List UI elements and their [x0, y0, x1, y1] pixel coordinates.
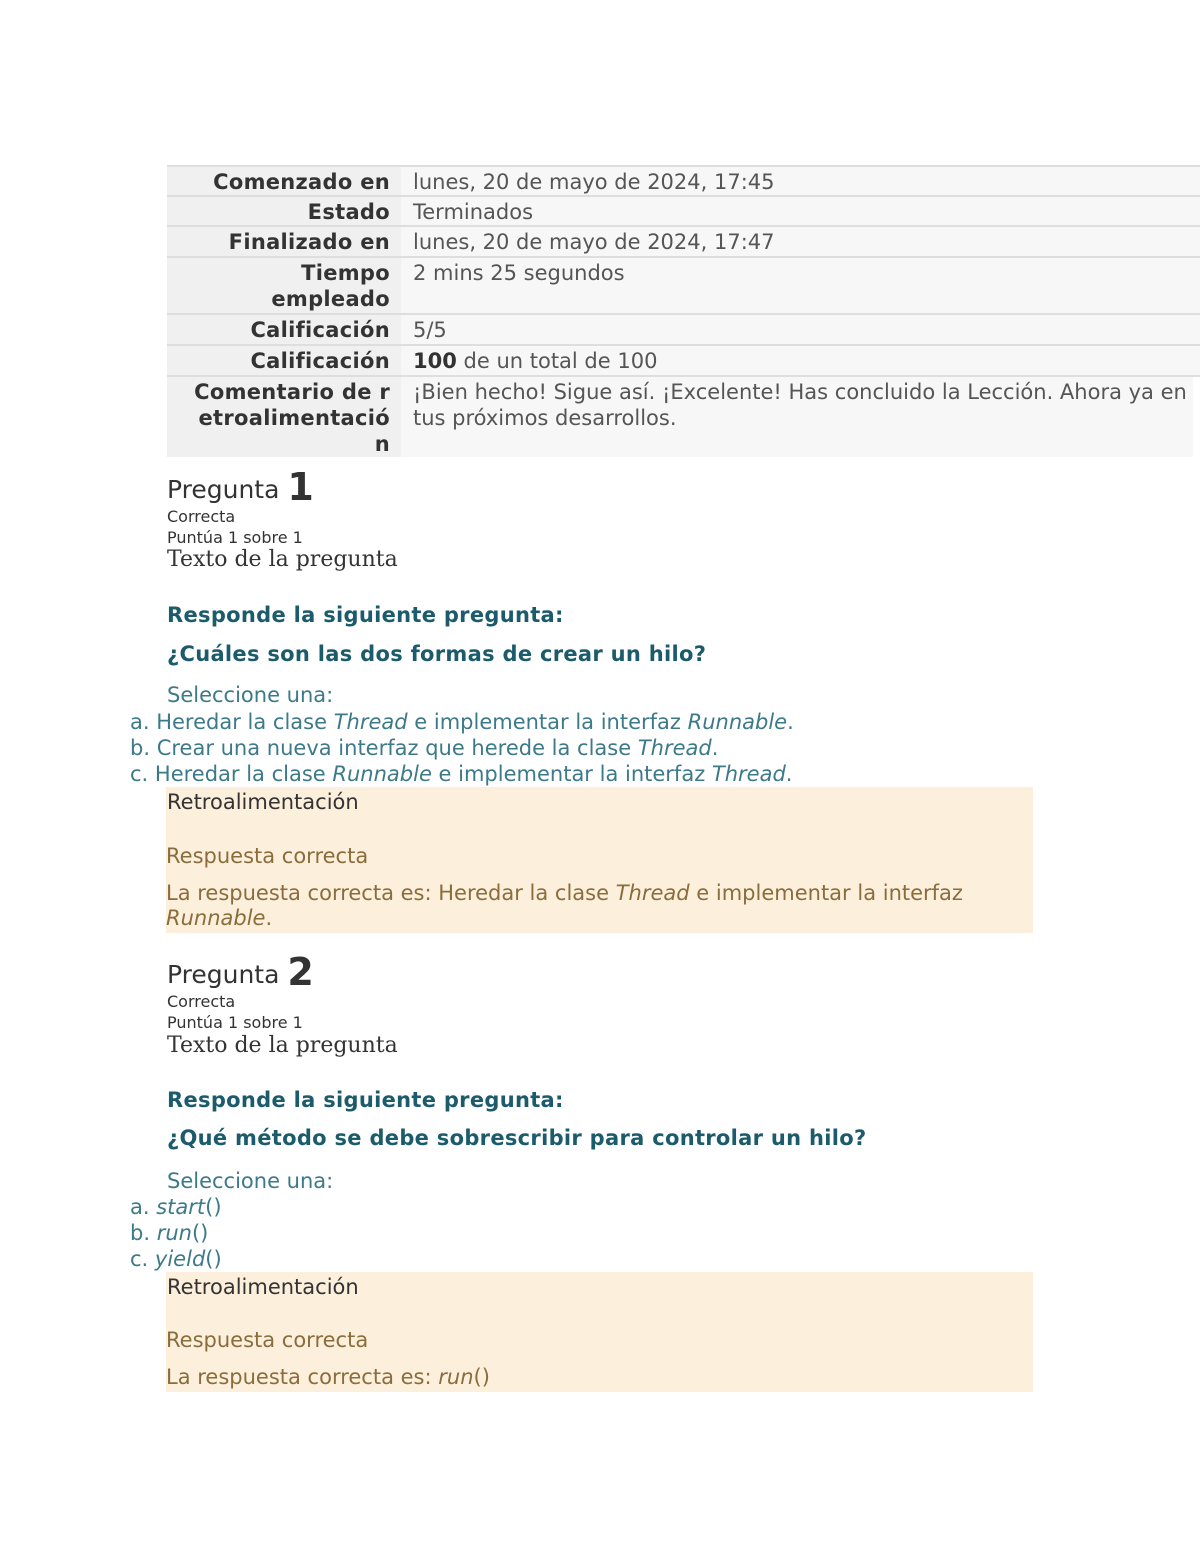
feedback-text: . — [265, 906, 273, 930]
summary-value: ¡Bien hecho! Sigue así. ¡Excelente! Has concluido la Lección. Ahora ya en tus próximos desarrollos. — [401, 377, 1193, 457]
question-text-label: Texto de la pregunta — [167, 547, 398, 572]
summary-row-feedback — [167, 377, 1200, 457]
grade-score: 100 — [413, 349, 457, 373]
question-text-label: Texto de la pregunta — [167, 1033, 398, 1058]
question-prompt: ¿Cuáles son las dos formas de crear un hilo? — [167, 642, 707, 666]
summary-value — [401, 346, 1200, 375]
option-text: . — [787, 710, 794, 734]
answer-option-c[interactable] — [130, 1246, 222, 1272]
option-text-italic: run — [156, 1221, 192, 1245]
summary-label — [167, 377, 401, 457]
answer-option-b[interactable] — [130, 735, 718, 761]
summary-row-time-taken — [167, 258, 1200, 315]
feedback-text-italic: run — [438, 1365, 474, 1389]
option-text: Crear una nueva interfaz que herede la clase — [150, 736, 638, 760]
option-text: Heredar la clase — [149, 710, 334, 734]
question-header — [167, 950, 314, 994]
question-intro: Responde la siguiente pregunta: — [167, 603, 564, 627]
feedback-text-italic: Runnable — [166, 906, 266, 930]
feedback-correct-answer — [166, 881, 966, 931]
question-grade: Puntúa 1 sobre 1 — [167, 1013, 303, 1032]
option-text: e implementar la interfaz — [407, 710, 688, 734]
option-letter: b. — [130, 1221, 151, 1245]
summary-value: Terminados — [401, 197, 1200, 225]
feedback-text: La respuesta correcta es: Heredar la clase — [166, 881, 616, 905]
summary-label: Estado — [167, 197, 401, 225]
answer-option-a[interactable] — [130, 1194, 222, 1220]
option-text: . — [785, 762, 793, 786]
select-one-label: Seleccione una: — [167, 683, 334, 707]
feedback-state: Respuesta correcta — [166, 844, 369, 868]
summary-row-state — [167, 197, 1200, 227]
option-letter: a. — [130, 710, 150, 734]
option-text: Heredar la clase — [148, 762, 333, 786]
option-text: e implementar la interfaz — [431, 762, 712, 786]
feedback-text: () — [473, 1365, 490, 1389]
summary-label: Finalizado en — [167, 227, 401, 256]
feedback-correct-answer — [166, 1365, 966, 1390]
option-text: () — [191, 1221, 209, 1245]
option-letter: a. — [130, 1195, 150, 1219]
summary-label: Comenzado en — [167, 167, 401, 195]
summary-value: 5/5 — [401, 315, 1200, 344]
option-text — [148, 1247, 155, 1271]
answer-option-a[interactable] — [130, 709, 794, 735]
feedback-panel — [166, 787, 1033, 933]
option-text-italic: Thread — [637, 736, 712, 760]
feedback-text: La respuesta correcta es: — [166, 1365, 439, 1389]
feedback-panel — [166, 1272, 1033, 1392]
option-text-italic: Thread — [333, 710, 408, 734]
summary-value: lunes, 20 de mayo de 2024, 17:45 — [401, 167, 1200, 195]
summary-label: Calificación — [167, 315, 401, 344]
question-grade: Puntúa 1 sobre 1 — [167, 528, 303, 547]
option-letter: c. — [130, 1247, 149, 1271]
question-prompt: ¿Qué método se debe sobrescribir para controlar un hilo? — [167, 1126, 867, 1150]
feedback-text: e implementar la interfaz — [689, 881, 963, 905]
question-number: 1 — [287, 465, 314, 509]
summary-label-text: Comentario de retroalimentación — [194, 380, 390, 456]
question-word: Pregunta — [167, 475, 280, 504]
summary-label: Calificación — [167, 346, 401, 375]
summary-value: lunes, 20 de mayo de 2024, 17:47 — [401, 227, 1200, 256]
question-state: Correcta — [167, 507, 236, 526]
option-text: () — [205, 1247, 222, 1271]
feedback-title: Retroalimentación — [167, 1275, 359, 1299]
option-text — [150, 1221, 157, 1245]
summary-row-grade-total — [167, 346, 1200, 377]
question-header — [167, 465, 314, 509]
attempt-summary-table — [167, 165, 1200, 457]
answer-option-b[interactable] — [130, 1220, 208, 1246]
question-state: Correcta — [167, 992, 236, 1011]
option-text-italic: Thread — [711, 762, 786, 786]
option-text: () — [205, 1195, 222, 1219]
summary-label: Tiempo empleado — [167, 258, 401, 313]
feedback-state: Respuesta correcta — [166, 1328, 369, 1352]
question-word: Pregunta — [167, 960, 280, 989]
option-text-italic: Runnable — [687, 710, 788, 734]
question-intro: Responde la siguiente pregunta: — [167, 1088, 564, 1112]
option-text-italic: start — [156, 1195, 206, 1219]
feedback-title: Retroalimentación — [167, 790, 359, 814]
summary-row-finished — [167, 227, 1200, 258]
summary-row-started — [167, 167, 1200, 197]
feedback-text-italic: Thread — [615, 881, 690, 905]
option-text-italic: Runnable — [332, 762, 432, 786]
grade-total-text: de un total de 100 — [456, 349, 658, 373]
question-number: 2 — [287, 950, 314, 994]
option-letter: c. — [130, 762, 149, 786]
summary-value: 2 mins 25 segundos — [401, 258, 1200, 313]
select-one-label: Seleccione una: — [167, 1169, 334, 1193]
option-letter: b. — [130, 736, 151, 760]
option-text: . — [711, 736, 719, 760]
answer-option-c[interactable] — [130, 761, 792, 787]
option-text-italic: yield — [154, 1247, 206, 1271]
summary-row-grade-points — [167, 315, 1200, 346]
